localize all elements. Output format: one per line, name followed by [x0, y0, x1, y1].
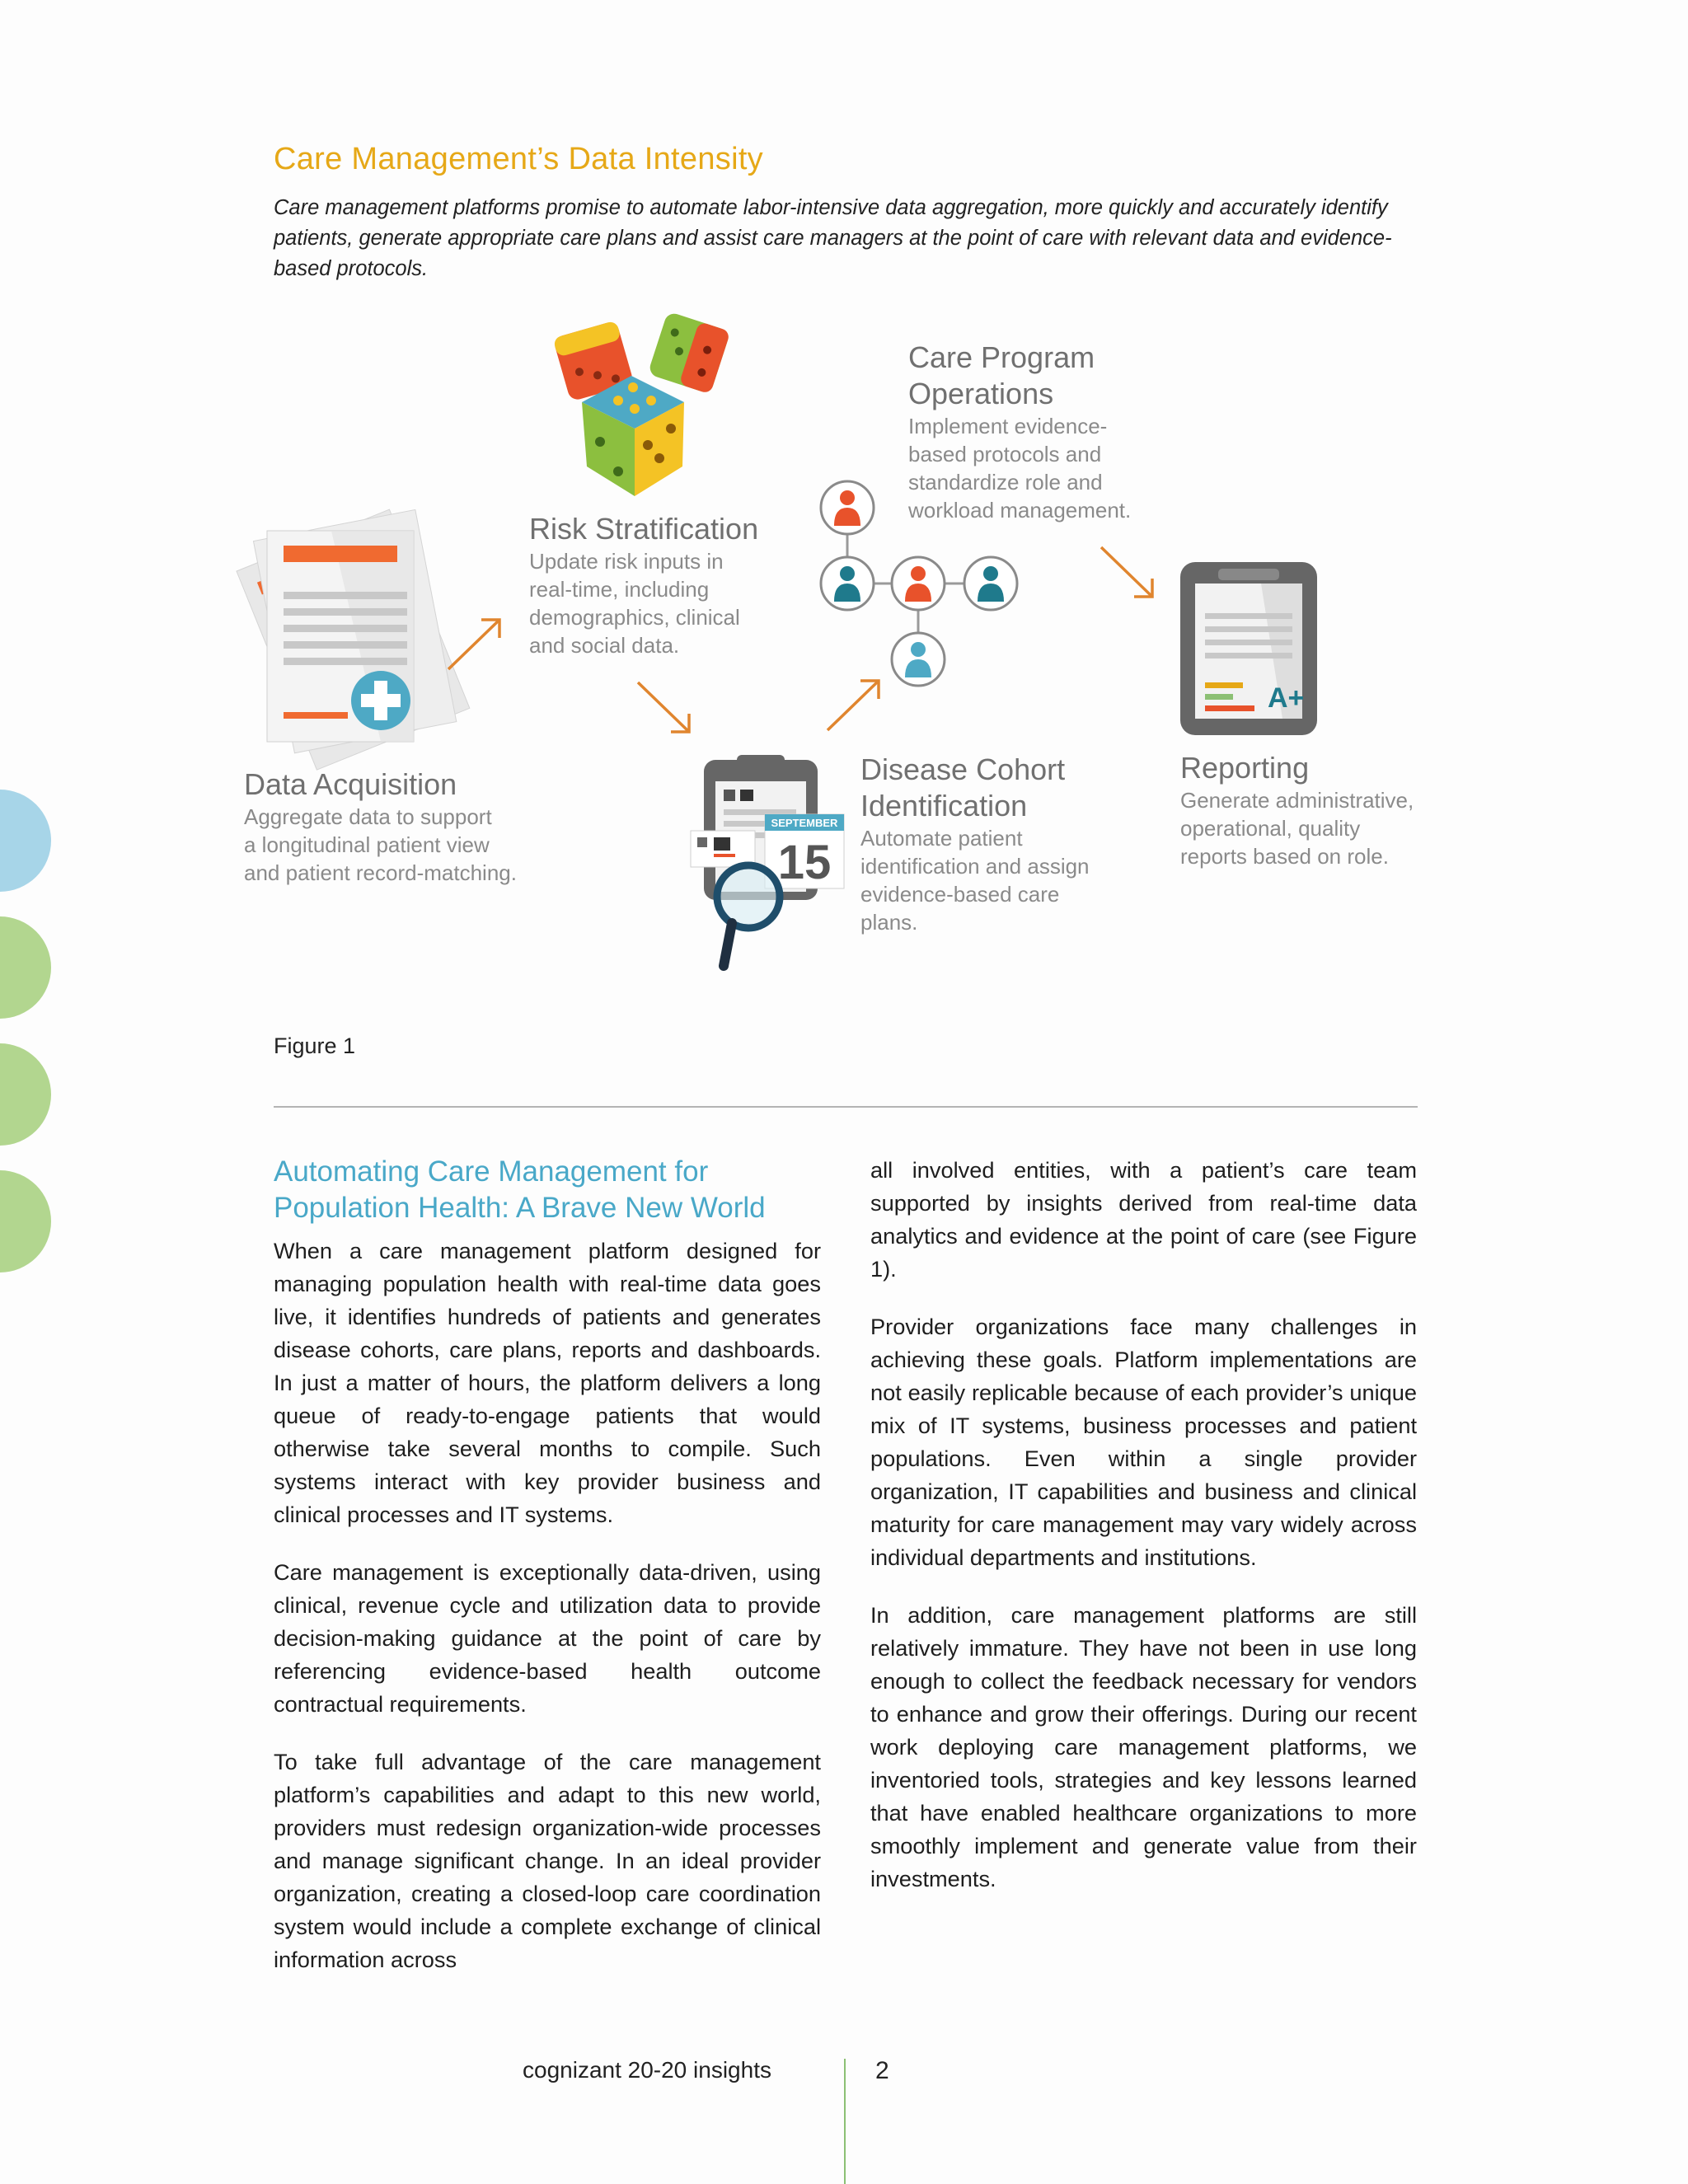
cohort-clipboard-icon — [691, 755, 844, 966]
stage-desc-line: plans. — [860, 910, 918, 935]
paragraph: Care management is exceptionally data-driven, using clinical, revenue cycle and utilization data to provide decision-making guidance at the point of care by referencing evidence-based health outcome contractual requirements. — [274, 1559, 821, 1717]
stage-desc-line: Update risk inputs in — [529, 549, 724, 574]
stage-desc-line: and social data. — [529, 633, 680, 658]
stage-desc-line: a longitudinal patient view — [244, 832, 490, 857]
paragraph: To take full advantage of the care management platform’s capabilities and adapt to this new world, providers must redesign organization-wide processes and manage significant change. In an ideal provider organization, creating a closed-loop care coordination system would include a complete exchange of clinical information across — [274, 1749, 821, 1972]
stage-desc-line: reports based on role. — [1180, 844, 1389, 869]
stage-desc-line: based protocols and — [908, 442, 1102, 466]
stage-desc-line: and patient record-matching. — [244, 860, 517, 885]
calendar-day: 15 — [777, 836, 832, 889]
stage-desc-line: real-time, including — [529, 577, 710, 602]
arrow-down-right-1-icon — [638, 682, 689, 732]
footer-brand: cognizant 20-20 insights — [523, 2057, 771, 2083]
side-circle-green-2 — [0, 1043, 51, 1146]
stage-desc-line: standardize role and — [908, 470, 1103, 494]
grade-label: A+ — [1268, 682, 1305, 714]
page-number: 2 — [875, 2057, 889, 2084]
calendar-month: SEPTEMBER — [771, 817, 838, 829]
figure-title: Care Management’s Data Intensity — [274, 142, 763, 176]
arrow-up-right-1-icon — [448, 620, 499, 669]
stage-title-line: Care Program — [908, 340, 1095, 374]
arrow-up-right-2-icon — [828, 681, 879, 730]
paragraph: When a care management platform designed for managing population health with real-time data goes live, it identifies hundreds of patients and generates disease cohorts, care plans, reports and dashboards. In just a matter of hours, the platform delivers a long queue of ready-to-engage patients that would otherwise take several months to compile. Such systems interact with key provider business and clinical processes and IT systems. — [274, 1238, 821, 1527]
stage-title: Risk Stratification — [529, 512, 759, 546]
stage-desc-line: Aggregate data to support — [244, 804, 492, 829]
right-column — [870, 1154, 1417, 1920]
stage-title-line: Operations — [908, 377, 1054, 410]
footer-divider — [844, 2059, 846, 2184]
side-circle-green-3 — [0, 1170, 51, 1272]
figure-subtitle: Care management platforms promise to automate labor-intensive data aggregation, more quickly and accurately identify patients, generate appropriate care plans and assist care managers at the point of care with relevant data and evidence-based protocols. — [274, 196, 1392, 280]
section-heading: Automating Care Management for Population Health: A Brave New World — [274, 1155, 766, 1224]
stage-care-program-operations — [908, 340, 1131, 524]
stage-desc-line: evidence-based care — [860, 882, 1060, 907]
stage-data-acquisition — [244, 766, 517, 887]
figure-label: Figure 1 — [274, 1033, 356, 1058]
stage-desc-line: Implement evidence- — [908, 414, 1108, 438]
paragraph: Provider organizations face many challenges in achieving these goals. Platform implementations are not easily replicable because of each provider’s unique mix of IT systems, business processes and patient populations. Even within a single provider organization, IT capabilities and business and clinical maturity for care management may vary widely across individual departments and institutions. — [870, 1314, 1417, 1570]
stage-desc-line: operational, quality — [1180, 816, 1361, 841]
arrow-down-right-2-icon — [1101, 547, 1152, 597]
stage-title-line: Identification — [860, 789, 1028, 823]
documents-icon — [237, 509, 470, 770]
stage-desc-line: workload management. — [908, 498, 1132, 523]
stage-title: Data Acquisition — [244, 767, 457, 801]
paragraph: In addition, care management platforms are still relatively immature. They have not been in use long enough to collect the feedback necessary for vendors to enhance and grow their offerings. During our recent work deploying care management platforms, we inventoried tools, strategies and key lessons learned that have enabled healthcare organizations to more smoothly implement and generate value from their investments. — [870, 1602, 1417, 1891]
stage-desc-line: identification and assign — [860, 854, 1090, 879]
stage-title: Reporting — [1180, 751, 1310, 785]
stage-desc-line: Generate administrative, — [1180, 788, 1414, 813]
paragraph: all involved entities, with a patient’s care team supported by insights derived from real-time data analytics and evidence at the point of care (see Figure 1). — [870, 1157, 1417, 1282]
dice-icon — [553, 312, 731, 496]
reporting-clipboard-icon — [1180, 562, 1317, 735]
stage-desc-line: demographics, clinical — [529, 605, 740, 630]
stage-reporting — [1180, 750, 1414, 870]
left-column — [274, 1235, 821, 2001]
stage-title-line: Disease Cohort — [860, 752, 1066, 786]
section-divider — [274, 1106, 1418, 1108]
stage-disease-cohort-identification — [860, 752, 1090, 936]
stage-desc-line: Automate patient — [860, 826, 1023, 851]
stage-risk-stratification — [529, 511, 758, 659]
